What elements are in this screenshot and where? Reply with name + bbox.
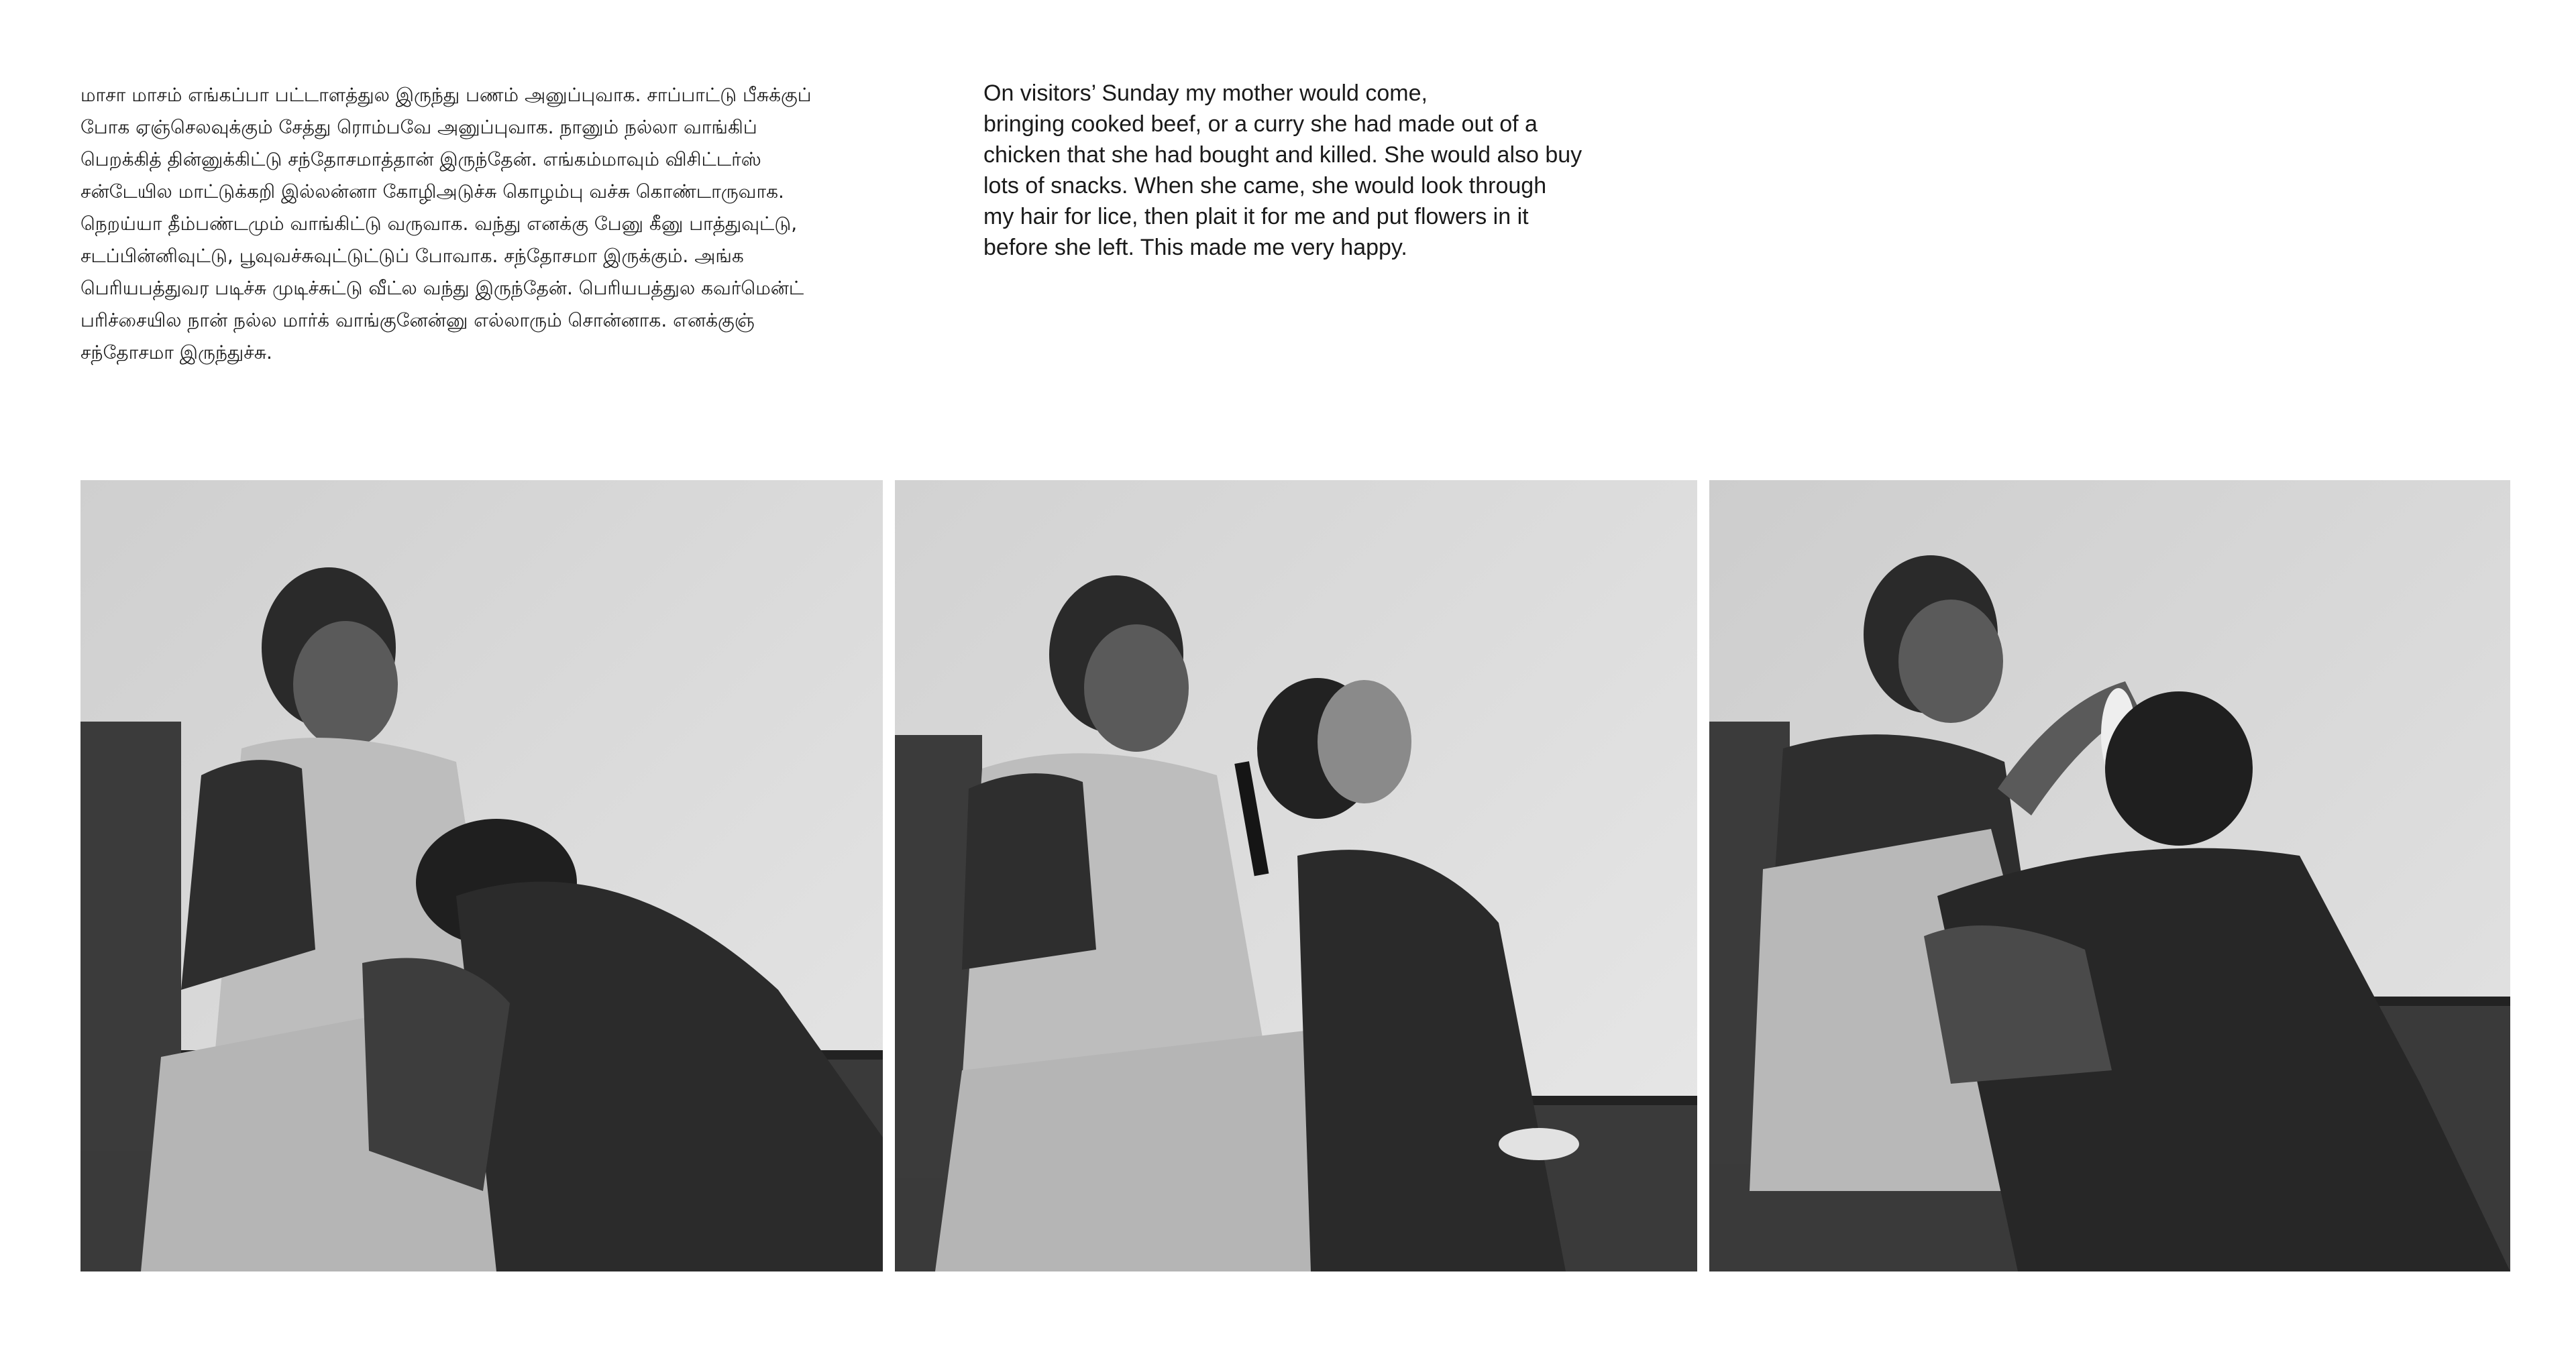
tamil-line: சந்தோசமா இருந்துச்சு. bbox=[80, 341, 272, 363]
tamil-line: போக ஏஞ்செலவுக்கும் சேத்து ரொம்பவே அனுப்புவாக. நானும் நல்லா வாங்கிப் bbox=[80, 116, 757, 138]
tamil-line: பெரியபத்துவர படிச்சு முடிச்சுட்டு வீட்ல வந்து இருந்தேன். பெரியபத்துல கவர்மென்ட் bbox=[80, 277, 804, 299]
photo-checking-hair bbox=[80, 480, 883, 1271]
english-line: lots of snacks. When she came, she would look through bbox=[983, 173, 1547, 199]
tamil-line: நெறய்யா தீம்பண்டமும் வாங்கிட்டு வருவாக. வந்து எனக்கு பேனு கீனு பாத்துவுட்டு, bbox=[80, 213, 798, 235]
tamil-line: பரிச்சையில நான் நல்ல மார்க் வாங்குனேன்னு எல்லாரும் சொன்னாக. எனக்குஞ் bbox=[80, 309, 755, 331]
photo-1-illustration bbox=[80, 480, 883, 1271]
photo-3-illustration bbox=[1709, 480, 2510, 1271]
english-line: my hair for lice, then plait it for me and put flowers in it bbox=[983, 204, 1529, 229]
photo-putting-flowers bbox=[1709, 480, 2510, 1271]
tamil-line: பெறக்கித் தின்னுக்கிட்டு சந்தோசமாத்தான் இருந்தேன். எங்கம்மாவும் விசிட்டர்ஸ் bbox=[80, 148, 761, 170]
tamil-line: சடப்பின்னிவுட்டு, பூவுவச்சுவுட்டுட்டுப் போவாக. சந்தோசமா இருக்கும். அங்க bbox=[80, 245, 744, 267]
english-line: chicken that she had bought and killed. She would also buy bbox=[983, 142, 1582, 168]
photo-2-illustration bbox=[895, 480, 1697, 1271]
english-passage bbox=[983, 78, 1661, 263]
english-line: before she left. This made me very happy. bbox=[983, 235, 1407, 260]
tamil-line: சன்டேயில மாட்டுக்கறி இல்லன்னா கோழிஅடுச்சு கொழம்பு வச்சு கொண்டாருவாக. bbox=[80, 180, 784, 203]
english-line: On visitors’ Sunday my mother would come, bbox=[983, 80, 1428, 106]
english-line: bringing cooked beef, or a curry she had made out of a bbox=[983, 111, 1538, 137]
tamil-passage bbox=[80, 79, 885, 369]
photo-combing-hair bbox=[895, 480, 1697, 1271]
tamil-line: மாசா மாசம் எங்கப்பா பட்டாளத்துல இருந்து பணம் அனுப்புவாக. சாப்பாட்டு பீசுக்குப் bbox=[80, 84, 812, 106]
